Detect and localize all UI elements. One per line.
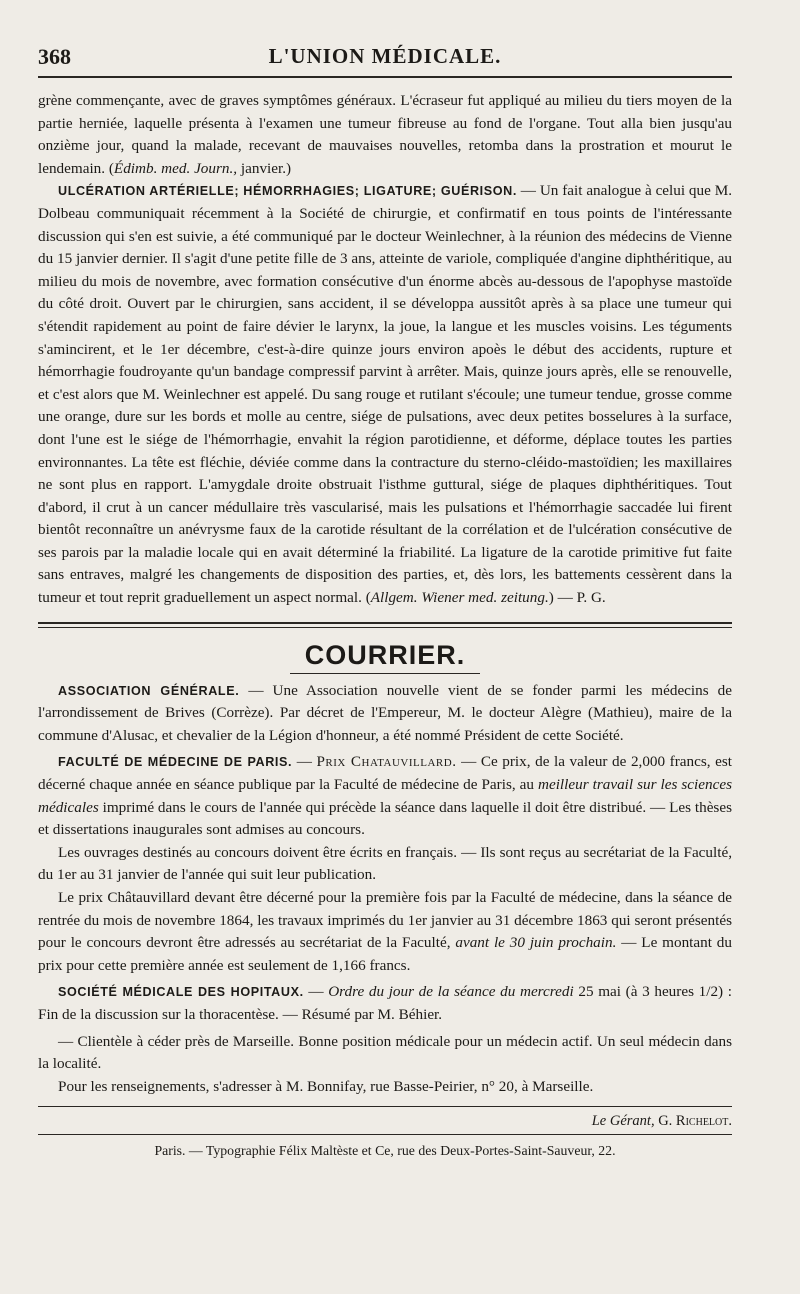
page-header [38, 32, 732, 78]
courrier-column [38, 680, 732, 1099]
page-number: 368 [38, 44, 71, 69]
faculte-paragraph: FACULTÉ DE MÉDECINE DE PARIS. — Prix Chatauvillard. — Ce prix, de la valeur de 2,000 francs, est décerné chaque année en séance publique par la Faculté de médecine de Paris, au meilleur travail sur les sciences médicales imprimé dans le cours de l'année qui précède la séance dans laquelle il doit être distribué. — Les thèses et dissertations inaugurales sont admises au concours. [38, 753, 733, 839]
article-2-keyword: ULCÉRATION ARTÉRIELLE; HÉMORRHAGIES; LIGATURE; GUÉRISON. [58, 184, 517, 199]
article-1: grène commençante, avec de graves symptômes généraux. L'écraseur fut appliqué au milieu du tiers moyen de la partie herniée, laquelle présenta à l'examen une tumeur fibreuse au fond de l'organe. Tout alla bien jusqu'au onzième jour, quand la malade, recevant de mauvaises nouvelles, retomba dans la prostration et mourut le lendemain. (Édimb. med. Journ., janvier.) [38, 92, 732, 177]
societe-keyword: SOCIÉTÉ MÉDICALE DES HOPITAUX. [58, 985, 304, 1000]
article-column [38, 90, 732, 610]
article-2-source: Allgem. Wiener med. zeitung. [370, 589, 549, 607]
clientele-paragraph: — Clientèle à céder près de Marseille. Bonne position médicale pour un médecin actif. Un seul médecin dans la localité. [38, 1032, 732, 1073]
renseignements-paragraph: Pour les renseignements, s'adresser à M. Bonnifay, rue Basse-Peirier, n° 20, à Marseille. [58, 1077, 594, 1095]
gerant-signature: Le Gérant, G. Richelot. [591, 1113, 732, 1130]
footer-rule [38, 1106, 732, 1107]
printer-imprint: Paris. — Typographie Félix Maltèste et Ce, rue des Deux-Portes-Saint-Sauveur, 22. [154, 1143, 616, 1159]
association-paragraph: ASSOCIATION GÉNÉRALE. — Une Association nouvelle vient de se fonder parmi les médecins de l'arrondissement de Brives (Corrèze). Par décret de l'Empereur, M. le docteur Alègre (Mathieu), maire de la commune d'Alusac, et chevalier de la Légion d'honneur, a été nommé Président de cette Société. [38, 681, 732, 744]
footer-rule-2 [38, 1134, 732, 1135]
prize-name: Prix Chatauvillard. [316, 753, 457, 771]
faculte-keyword: FACULTÉ DE MÉDECINE DE PARIS. [58, 755, 293, 770]
article-2: ULCÉRATION ARTÉRIELLE; HÉMORRHAGIES; LIGATURE; GUÉRISON. — Un fait analogue à celui que M. Dolbeau communiquait récemment à la Société de chirurgie, et confirmatif en tous points de l'intéressante discussion qui s'en est suivie, a été communiqué par le docteur Weinlechner, à la réunion des médecins de Vienne du 15 janvier dernier. Il s'agit d'une petite fille de 3 ans, atteinte de variole, compliquée d'angine diphthéritique, au milieu du mois de novembre, avec formation consécutive d'un énorme abcès au-dessous de l'apophyse mastoïde du côté droit. Ouvert par le chirurgien, sans accident, il se développa aussitôt après à sa place une tumeur qui s'étendit rapidement au point de faire dévier le larynx, la joue, la langue et les muscles voisins. Les téguments s'amincirent, et le 1er décembre, c'est-à-dire quinze jours environ apoès le début des accidents, rupture et hémorrhagie foudroyante qu'un bandage compressif parvint à arrêter. Mais, quinze jours après, elle se renouvelle, et c'est alors que M. Weinlechner est appelé. Du sang rouge et rutilant s'écoule; une tumeur tendue, grosse comme une orange, dure sur les bords et molle au centre, siége de pulsations, avec deux petites bosselures à la surface, dont l'une est le siége de l'hémorrhagie, envahit la région parotidienne, et déforme, déplace toutes les parties environnantes. La tête est fléchie, déviée comme dans la contracture du sterno-cléido-mastoïdien; les maxillaires ne sont plus en rapport. L'amygdale droite obstruait l'isthme guttural, siége de plaques diphthéritiques. Tout d'abord, il crut à un cancer médullaire très vascularisé, mais les pulsations et l'hémorrhagie saccadée lui firent bientôt reconnaître un anévrysme faux de la carotide résultant de la corrélation et de l'ulcération consécutive de ses parois par la maladie locale qui en avait déterminé la friabilité. La ligature de la carotide primitive fut faite sans entraves, malgré les changements de disposition des parties, et, dès lors, les battements cessèrent dans la tumeur et tout reprit graduellement un aspect normal. (Allgem. Wiener med. zeitung.) — P. G. [38, 182, 733, 607]
societe-paragraph: SOCIÉTÉ MÉDICALE DES HOPITAUX. — Ordre du jour de la séance du mercredi 25 mai (à 3 heures 1/2) : Fin de la discussion sur la thoracentèse. — Résumé par M. Béhier. [38, 983, 732, 1023]
page [38, 32, 732, 1159]
courrier-title: COURRIER. [304, 639, 466, 670]
courrier-title-rule [290, 673, 480, 674]
faculte-paragraph-2: Les ouvrages destinés au concours doivent être écrits en français. — Ils sont reçus au secrétariat de la Faculté, du 1er au 31 janvier de l'année qui suit leur publication. [38, 843, 732, 884]
article-1-source: Édimb. med. Journ., [113, 159, 238, 177]
faculte-paragraph-3: Le prix Châtauvillard devant être décerné pour la première fois par la Faculté de médecine, dans la séance de rentrée du mois de novembre 1864, les travaux imprimés du 1er janvier au 31 décembre 1863 qui seront présentés pour le concours devront être adressés au secrétariat de la Faculté, avant le 30 juin prochain. — Le montant du prix pour cette première année est seulement de 1,166 francs. [38, 889, 732, 974]
association-keyword: ASSOCIATION GÉNÉRALE. [58, 683, 240, 698]
section-separator [38, 622, 732, 628]
running-title: L'UNION MÉDICALE. [268, 44, 502, 68]
